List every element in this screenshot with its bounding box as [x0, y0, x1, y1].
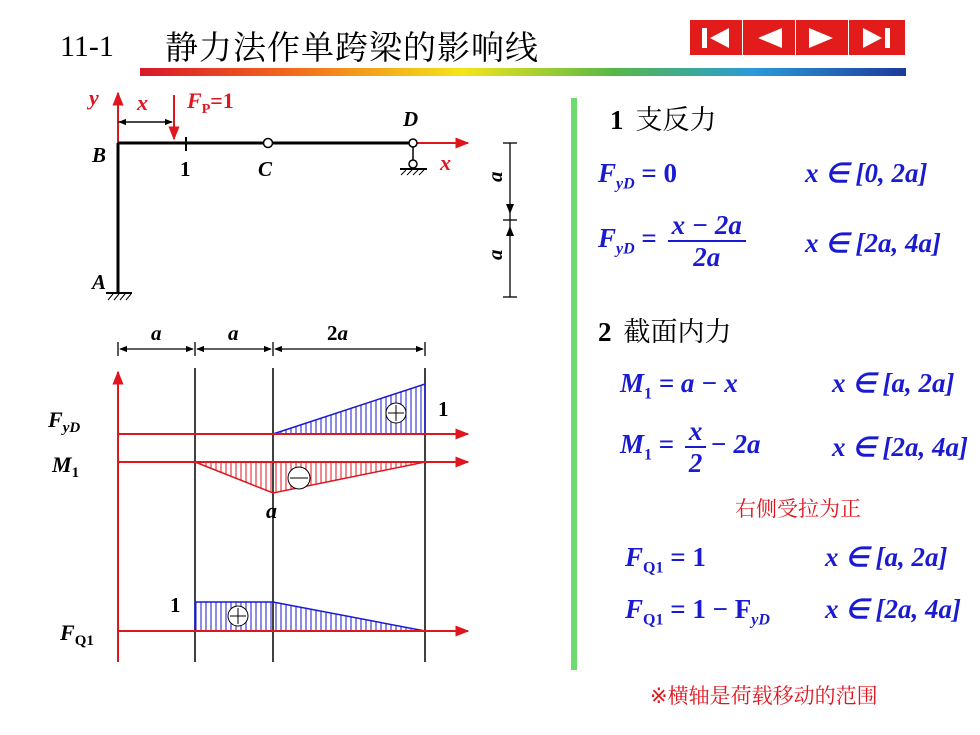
- prev-icon: [752, 25, 786, 51]
- fq1-row-label: $F_{Q1}$: [60, 620, 94, 649]
- node-a-label: A: [92, 270, 107, 294]
- m1-value-label: a: [266, 498, 277, 523]
- span-1-label: a: [151, 321, 162, 345]
- influence-lines: [47, 368, 468, 662]
- hinge-c: [264, 139, 273, 148]
- range-m1-2: x ∈ [2a, 4a]: [832, 432, 969, 462]
- footnote: ※横轴是荷载移动的范围: [650, 684, 878, 708]
- fq1-value-label: 1: [170, 593, 181, 617]
- next-slide-button[interactable]: [796, 20, 849, 55]
- first-slide-button[interactable]: [690, 20, 743, 55]
- range-fyd-2: x ∈ [2a, 4a]: [805, 228, 942, 258]
- node-d-label: D: [403, 107, 419, 131]
- span-3-label: 2a: [327, 321, 348, 345]
- previous-slide-button[interactable]: [743, 20, 796, 55]
- fyd-row-label: $F_{yD}$: [48, 407, 81, 436]
- range-m1-1: x ∈ [a, 2a]: [832, 368, 955, 398]
- node-c-label: C: [258, 157, 273, 181]
- next-icon: [805, 25, 839, 51]
- equation-fq1-2: $F_{Q1} = 1 - F_{yD}$: [625, 594, 770, 629]
- content-divider: [571, 98, 577, 670]
- span-2-label: a: [228, 321, 239, 345]
- node-1-label: 1: [180, 157, 191, 181]
- fyd-value-label: 1: [438, 397, 449, 421]
- y-axis-label: y: [89, 85, 99, 110]
- equation-fyd-1: $F_{yD} = 0$: [598, 158, 678, 193]
- load-distance-label: x: [137, 90, 148, 115]
- last-slide-button[interactable]: [849, 20, 902, 55]
- equation-m1-1: $M_1 = a - x$: [620, 368, 738, 403]
- roller-support-d: [409, 160, 417, 168]
- section-number: 11-1: [60, 30, 114, 63]
- skip-last-icon: [859, 25, 893, 51]
- equation-fq1-1: $F_{Q1} = 1$: [625, 542, 706, 577]
- frame-structure: [86, 85, 517, 300]
- equation-m1-2: $M_1$ = $\frac{x}{2}$ − 2a: [620, 416, 761, 478]
- page-title: 静力法作单跨梁的影响线: [165, 28, 539, 67]
- equation-fyd-2: $F_{yD}$ = $\frac{x - 2a}{2a}$: [598, 210, 750, 272]
- section-2-heading: 2 截面内力: [598, 317, 732, 348]
- sign-convention-note: 右侧受拉为正: [735, 497, 861, 521]
- height-lower-label: a: [483, 249, 507, 260]
- height-upper-label: a: [483, 171, 507, 182]
- load-label: $F_P=1$: [187, 88, 234, 117]
- range-fq1-2: x ∈ [2a, 4a]: [825, 594, 962, 624]
- range-fq1-1: x ∈ [a, 2a]: [825, 542, 948, 572]
- range-fyd-1: x ∈ [0, 2a]: [805, 158, 928, 188]
- section-1-heading: 1 支反力: [610, 105, 717, 136]
- m1-row-label: $M_1$: [52, 452, 80, 481]
- slide-navigation: [690, 20, 905, 55]
- skip-first-icon: [699, 25, 733, 51]
- pin-d: [409, 139, 417, 147]
- span-dimensions: [118, 321, 425, 356]
- node-b-label: B: [92, 143, 107, 167]
- x-axis-label: x: [440, 150, 451, 175]
